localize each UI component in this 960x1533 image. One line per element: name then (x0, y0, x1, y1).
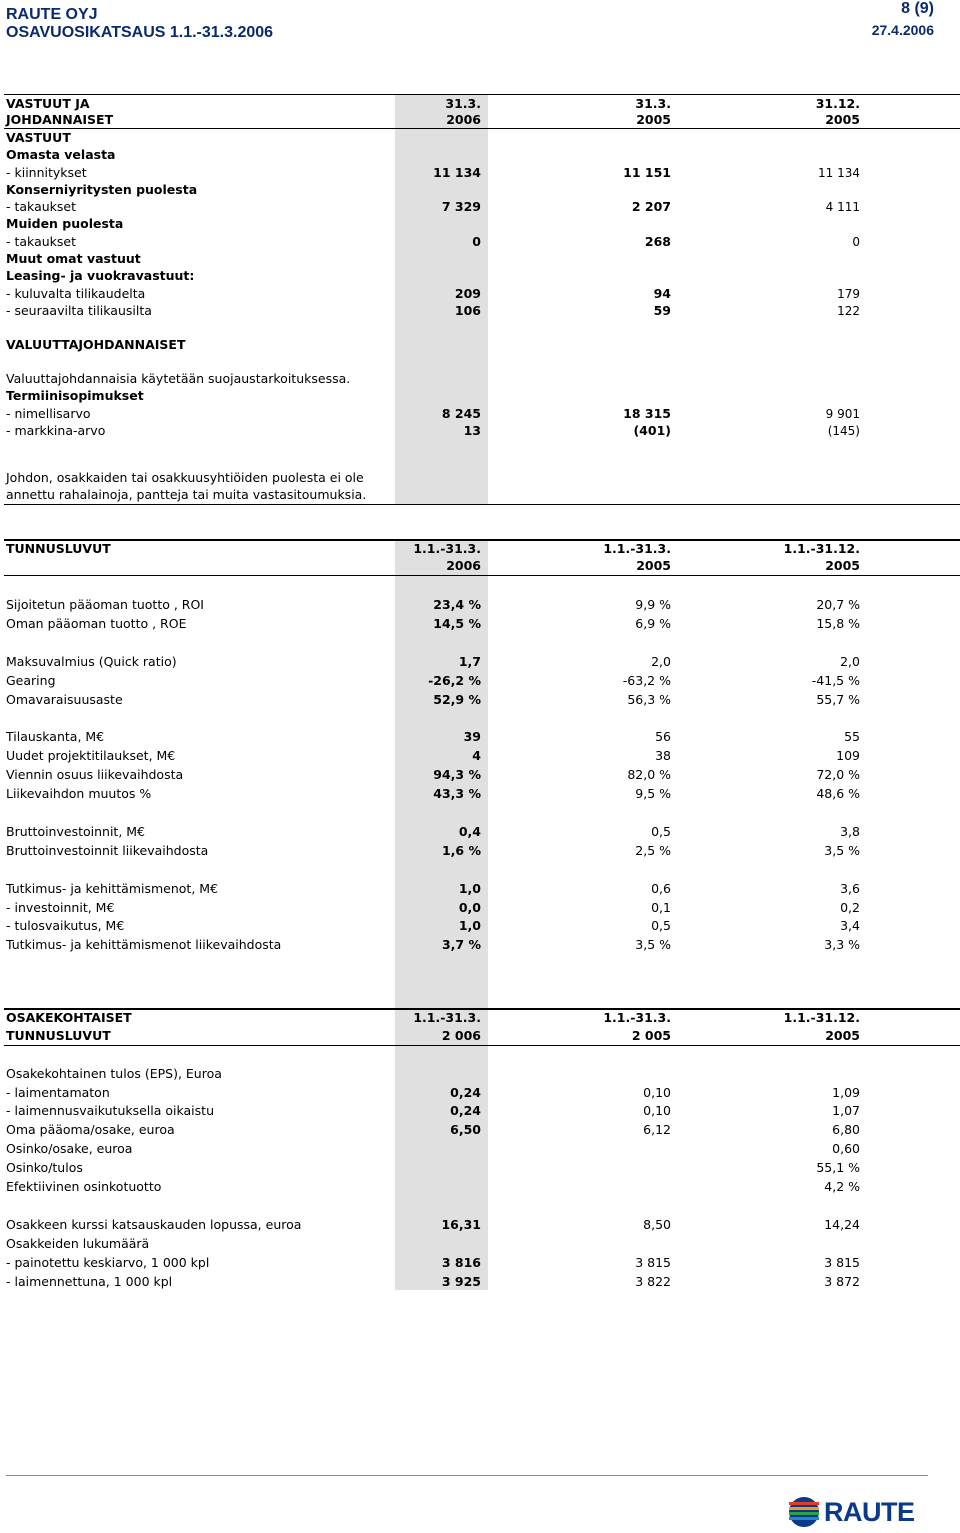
header-col1: 2006 (446, 558, 481, 573)
value-col2: 9,5 % (635, 786, 671, 801)
value-col3: 0,60 (832, 1141, 860, 1156)
value-col1: 0,24 (450, 1085, 481, 1100)
row-label: Tutkimus- ja kehittämismenot liikevaihdosta (6, 937, 282, 952)
value-col1: 13 (463, 423, 481, 438)
value-col2: 82,0 % (627, 767, 671, 782)
table-row (0, 653, 960, 671)
row-label: Maksuvalmius (Quick ratio) (6, 654, 177, 669)
row-label: Osakkeiden lukumäärä (6, 1236, 150, 1251)
value-col2: 56,3 % (627, 692, 671, 707)
header-col3: 1.1.-31.12. (783, 1010, 860, 1025)
value-col2: 0,10 (643, 1085, 671, 1100)
table-row (0, 1216, 960, 1234)
value-col2: 3 822 (635, 1274, 671, 1289)
value-col2: 0,6 (651, 881, 671, 896)
value-col3: 6,80 (832, 1122, 860, 1137)
value-col2: 0,5 (651, 918, 671, 933)
value-col1: 6,50 (450, 1122, 481, 1137)
value-col3: 3,5 % (824, 843, 860, 858)
row-label: - painotettu keskiarvo, 1 000 kpl (6, 1255, 210, 1270)
value-col1: 11 134 (433, 165, 481, 180)
row-label: Bruttoinvestoinnit liikevaihdosta (6, 843, 209, 858)
value-col3: 11 134 (818, 166, 860, 180)
row-label: - takaukset (6, 234, 76, 249)
table-row (0, 1084, 960, 1102)
value-col3: 3,8 (840, 824, 860, 839)
header-col1: 31.3. (445, 96, 481, 111)
header-col3: 2005 (825, 112, 860, 127)
table-row (0, 215, 960, 233)
table-row (0, 181, 960, 199)
value-col1: 0,0 (458, 900, 481, 915)
header-label: OSAKEKOHTAISET (6, 1010, 132, 1025)
row-label: Osinko/tulos (6, 1160, 83, 1175)
row-label: - kuluvalta tilikaudelta (6, 286, 146, 301)
row-label: VASTUUT (6, 130, 71, 145)
value-col3: 4 111 (825, 200, 860, 214)
value-col3: 1,09 (832, 1085, 860, 1100)
table-row (0, 1273, 960, 1291)
row-label: Omasta velasta (6, 147, 116, 162)
value-col1: 3 816 (441, 1255, 481, 1270)
row-label: - investoinnit, M€ (6, 900, 115, 915)
row-label: - nimellisarvo (6, 406, 91, 421)
table-row (0, 1140, 960, 1158)
table-row (0, 728, 960, 746)
report-title: OSAVUOSIKATSAUS 1.1.-31.3.2006 (6, 24, 274, 41)
row-label: - laimennusvaikutuksella oikaistu (6, 1103, 214, 1118)
value-col3: 48,6 % (816, 786, 860, 801)
table-header-row (0, 540, 960, 558)
row-label: Tutkimus- ja kehittämismenot, M€ (6, 881, 218, 896)
section-rule (4, 504, 960, 505)
row-label: - laimentamaton (6, 1085, 110, 1100)
row-label: - markkina-arvo (6, 423, 106, 438)
value-col1: 94,3 % (433, 767, 481, 782)
table-row (0, 842, 960, 860)
row-label: Bruttoinvestoinnit, M€ (6, 824, 146, 839)
raute-globe-icon (788, 1496, 822, 1528)
value-col1: 4 (472, 748, 481, 763)
value-col2: 268 (644, 234, 671, 249)
table-row (0, 1102, 960, 1120)
header-col2: 1.1.-31.3. (603, 541, 671, 556)
value-col1: 7 329 (441, 199, 481, 214)
value-col3: 3,3 % (824, 937, 860, 952)
row-label: Muiden puolesta (6, 216, 124, 231)
header-label: VASTUUT JA (6, 96, 90, 111)
value-col1: 1,0 (458, 881, 481, 896)
value-col2: 6,12 (643, 1122, 671, 1137)
value-col3: 0 (852, 235, 860, 249)
table-row (0, 1121, 960, 1139)
table-row (0, 285, 960, 303)
value-col1: 16,31 (441, 1217, 481, 1232)
table-row (0, 691, 960, 709)
value-col1: 209 (454, 286, 481, 301)
table-header-row (0, 111, 960, 129)
value-col1: 8 245 (441, 406, 481, 421)
table-header-row (0, 1009, 960, 1027)
value-col1: 1,6 % (441, 843, 481, 858)
row-label: - tulosvaikutus, M€ (6, 918, 125, 933)
table-row (0, 823, 960, 841)
value-col3: 15,8 % (816, 616, 860, 631)
row-label: Gearing (6, 673, 56, 688)
report-date: 27.4.2006 (871, 22, 934, 38)
value-col3: 3 872 (824, 1274, 860, 1289)
company-name: RAUTE OYJ (6, 6, 98, 23)
value-col3: 4,2 % (824, 1179, 860, 1194)
value-col2: 18 315 (623, 406, 671, 421)
value-col1: 3,7 % (441, 937, 481, 952)
table-row (0, 1178, 960, 1196)
value-col2: 3,5 % (635, 937, 671, 952)
value-col1: 39 (463, 729, 481, 744)
value-col3: 55,7 % (816, 692, 860, 707)
table-row (0, 596, 960, 614)
header-col1: 1.1.-31.3. (413, 1010, 481, 1025)
subheading: Termiinisopimukset (6, 388, 144, 403)
note-text: annettu rahalainoja, pantteja tai muita vastasitoumuksia. (6, 487, 367, 502)
row-label: Osakkeen kurssi katsauskauden lopussa, euroa (6, 1217, 302, 1232)
table-header-row (0, 557, 960, 575)
row-label: Osakekohtainen tulos (EPS), Euroa (6, 1066, 222, 1081)
page-number: 8 (9) (901, 0, 934, 17)
table-row (0, 1065, 960, 1083)
value-col2: 94 (653, 286, 671, 301)
value-col2: 2 207 (631, 199, 671, 214)
value-col1: 0,24 (450, 1103, 481, 1118)
value-col2: 3 815 (635, 1255, 671, 1270)
value-col3: 55,1 % (816, 1160, 860, 1175)
table-row (0, 747, 960, 765)
header-col2: 2 005 (631, 1028, 671, 1043)
value-col1: 3 925 (441, 1274, 481, 1289)
header-col3: 2005 (825, 1028, 860, 1043)
row-label: Muut omat vastuut (6, 251, 141, 266)
value-col2: 56 (655, 729, 671, 744)
value-col2: (401) (633, 423, 671, 438)
header-col2: 1.1.-31.3. (603, 1010, 671, 1025)
value-col1: 52,9 % (433, 692, 481, 707)
header-label: JOHDANNAISET (6, 112, 114, 127)
table-row (0, 1235, 960, 1253)
header-col2: 2005 (636, 558, 671, 573)
header-col1: 2006 (446, 112, 481, 127)
row-label: Liikevaihdon muutos % (6, 786, 152, 801)
header-col3: 1.1.-31.12. (783, 541, 860, 556)
table-row (0, 129, 960, 147)
section-rule (4, 1045, 960, 1046)
row-label: Uudet projektitilaukset, M€ (6, 748, 176, 763)
row-label: Efektiivinen osinkotuotto (6, 1179, 162, 1194)
table-row (0, 267, 960, 285)
header-col1: 2 006 (441, 1028, 481, 1043)
value-col3: 2,0 (840, 654, 860, 669)
table-row (0, 422, 960, 440)
header-label: TUNNUSLUVUT (6, 541, 111, 556)
header-col2: 2005 (636, 112, 671, 127)
table-row (0, 785, 960, 803)
value-col2: 2,5 % (635, 843, 671, 858)
table-row (0, 899, 960, 917)
row-label: Konserniyritysten puolesta (6, 182, 198, 197)
value-col2: 38 (655, 748, 671, 763)
footer-rule (6, 1475, 928, 1476)
value-col1: 23,4 % (433, 597, 481, 612)
value-col2: 59 (653, 303, 671, 318)
forward-contracts-title (0, 387, 960, 405)
header-col3: 31.12. (815, 96, 860, 111)
table-row (0, 1159, 960, 1177)
currency-derivatives-title (0, 336, 960, 354)
value-col2: 9,9 % (635, 597, 671, 612)
row-label: Omavaraisuusaste (6, 692, 123, 707)
row-label: Oman pääoman tuotto , ROE (6, 616, 187, 631)
value-col3: 72,0 % (816, 767, 860, 782)
table-row (0, 198, 960, 216)
table-row (0, 302, 960, 320)
management-note-line (0, 486, 960, 504)
row-label: Tilauskanta, M€ (6, 729, 105, 744)
value-col3: 1,07 (832, 1103, 860, 1118)
value-col2: 6,9 % (635, 616, 671, 631)
table-header-row (0, 1027, 960, 1045)
value-col3: 3,4 (840, 918, 860, 933)
value-col3: -41,5 % (811, 673, 860, 688)
table-row (0, 880, 960, 898)
table-row (0, 1254, 960, 1272)
value-col3: (145) (827, 424, 860, 438)
section-rule (4, 575, 960, 576)
value-col3: 9 901 (825, 407, 860, 421)
row-label: - laimennettuna, 1 000 kpl (6, 1274, 173, 1289)
value-col1: 1,7 (458, 654, 481, 669)
value-col1: 0,4 (458, 824, 481, 839)
value-col3: 122 (837, 304, 860, 318)
value-col2: 0,5 (651, 824, 671, 839)
table-row (0, 164, 960, 182)
table-row (0, 405, 960, 423)
table-row (0, 936, 960, 954)
value-col3: 3 815 (824, 1255, 860, 1270)
table-row (0, 672, 960, 690)
value-col3: 0,2 (840, 900, 860, 915)
table-row (0, 615, 960, 633)
value-col1: -26,2 % (428, 673, 481, 688)
header-col1: 1.1.-31.3. (413, 541, 481, 556)
value-col3: 179 (837, 287, 860, 301)
value-col1: 43,3 % (433, 786, 481, 801)
value-col2: 8,50 (643, 1217, 671, 1232)
table-row (0, 766, 960, 784)
row-label: - takaukset (6, 199, 76, 214)
logo-wordmark: RAUTE (824, 1497, 915, 1527)
value-col3: 14,24 (824, 1217, 860, 1232)
table-row (0, 146, 960, 164)
table-row (0, 250, 960, 268)
row-label: - kiinnitykset (6, 165, 87, 180)
value-col1: 14,5 % (433, 616, 481, 631)
raute-logo (788, 1496, 928, 1528)
value-col3: 55 (844, 729, 860, 744)
row-label: - seuraavilta tilikausilta (6, 303, 152, 318)
header-col2: 31.3. (635, 96, 671, 111)
value-col3: 109 (836, 748, 860, 763)
row-label: Viennin osuus liikevaihdosta (6, 767, 184, 782)
value-col1: 106 (454, 303, 481, 318)
row-label: Oma pääoma/osake, euroa (6, 1122, 175, 1137)
value-col2: 0,1 (651, 900, 671, 915)
value-col1: 1,0 (458, 918, 481, 933)
value-col3: 20,7 % (816, 597, 860, 612)
value-col2: 2,0 (651, 654, 671, 669)
management-note-line (0, 469, 960, 487)
value-col2: 11 151 (623, 165, 671, 180)
row-label: Osinko/osake, euroa (6, 1141, 133, 1156)
table-row (0, 917, 960, 935)
section-subtitle: VALUUTTAJOHDANNAISET (6, 337, 186, 352)
table-row (0, 233, 960, 251)
value-col2: -63,2 % (622, 673, 671, 688)
note-text: Johdon, osakkaiden tai osakkuusyhtiöiden puolesta ei ole (6, 470, 364, 485)
currency-derivatives-note (0, 370, 960, 388)
value-col1: 0 (472, 234, 481, 249)
note-text: Valuuttajohdannaisia käytetään suojaustarkoituksessa. (6, 371, 351, 386)
header-label: TUNNUSLUVUT (6, 1028, 111, 1043)
row-label: Sijoitetun pääoman tuotto , ROI (6, 597, 204, 612)
value-col3: 3,6 (840, 881, 860, 896)
header-col3: 2005 (825, 558, 860, 573)
value-col2: 0,10 (643, 1103, 671, 1118)
row-label: Leasing- ja vuokravastuut: (6, 268, 195, 283)
